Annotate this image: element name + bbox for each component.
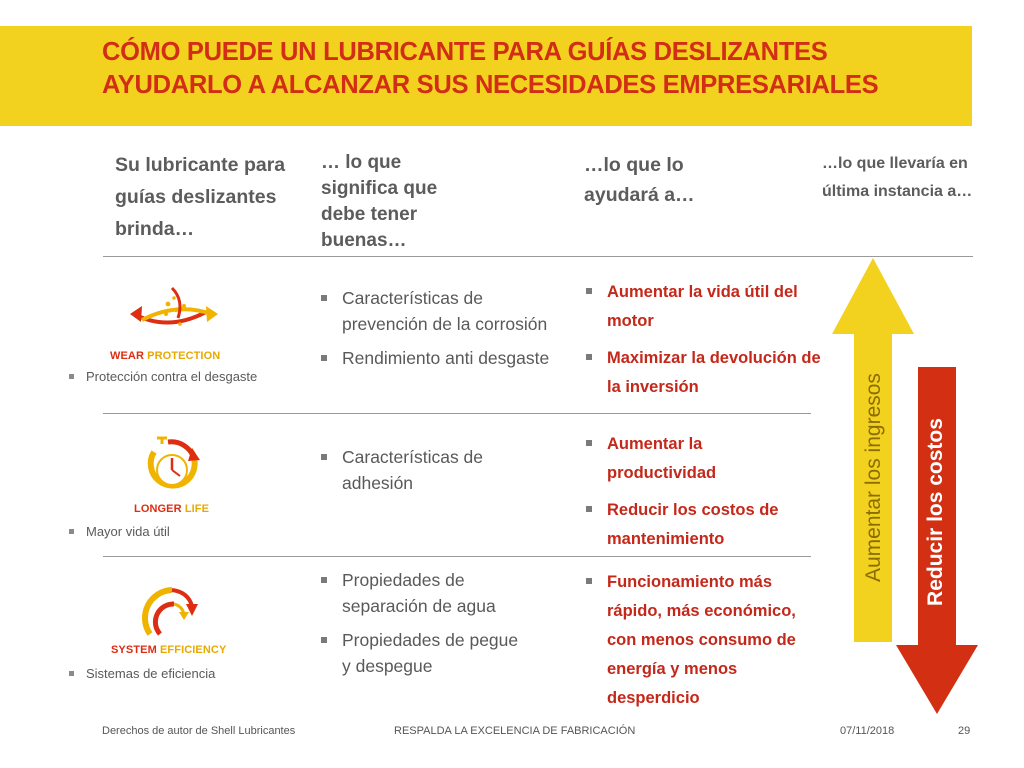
outcomes-list-1	[586, 278, 826, 402]
page-title-line1: CÓMO PUEDE UN LUBRICANTE PARA GUÍAS DESLIZANTES	[102, 38, 828, 66]
list-item: Características de adhesión	[321, 444, 521, 496]
benefit-longer-life: Mayor vida útil	[69, 524, 170, 539]
list-item: Características de prevención de la corrosión	[321, 285, 571, 337]
list-item: Funcionamiento más rápido, más económico, con menos consumo de energía y menos desperdicio	[586, 568, 822, 713]
page-title	[102, 36, 878, 102]
list-item: Propiedades de pegue y despegue	[321, 627, 521, 679]
system-efficiency-label: SYSTEM EFFICIENCY	[111, 644, 227, 656]
column-header-means: … lo que significa que debe tener buenas…	[321, 152, 438, 251]
outcomes-list-2	[586, 430, 806, 554]
benefit-wear-protection: Protección contra el desgaste	[69, 369, 257, 384]
properties-list-1	[321, 285, 571, 371]
reduce-costs-label: Reducir los costos	[924, 418, 947, 606]
list-item: Rendimiento anti desgaste	[321, 345, 571, 371]
page-number: 29	[958, 725, 971, 737]
properties-list-2	[321, 444, 521, 496]
footer-date: 07/11/2018	[840, 725, 895, 737]
list-item: Propiedades de separación de agua	[321, 567, 521, 619]
column-header-leads: …lo que llevaría en última instancia a…	[822, 155, 973, 200]
column-header-provides: Su lubricante para guías deslizantes brinda…	[115, 154, 286, 240]
page-title-line2: AYUDARLO A ALCANZAR SUS NECESIDADES EMPRESARIALES	[102, 71, 879, 99]
increase-revenue-label: Aumentar los ingresos	[862, 373, 885, 582]
list-item: Aumentar la vida útil del motor	[586, 278, 826, 336]
longer-life-label: LONGER LIFE	[134, 503, 210, 515]
column-header-helps: …lo que lo ayudará a…	[584, 154, 695, 206]
list-item: Reducir los costos de mantenimiento	[586, 496, 806, 554]
outcomes-list-3	[586, 568, 822, 713]
footer-copyright: Derechos de autor de Shell Lubricantes	[102, 725, 296, 737]
benefit-system-efficiency: Sistemas de eficiencia	[69, 666, 215, 681]
header-divider	[103, 256, 973, 257]
title-banner	[0, 26, 972, 126]
list-item: Aumentar la productividad	[586, 430, 806, 488]
wear-protection-icon	[128, 284, 220, 344]
list-item: Maximizar la devolución de la inversión	[586, 344, 826, 402]
footer-center: RESPALDA LA EXCELENCIA DE FABRICACIÓN	[394, 725, 636, 737]
system-efficiency-icon	[136, 578, 204, 638]
wear-protection-label: WEAR PROTECTION	[110, 350, 221, 362]
row-divider-2	[103, 556, 811, 557]
properties-list-3	[321, 567, 521, 679]
longer-life-icon	[142, 436, 202, 496]
row-divider-1	[103, 413, 811, 414]
